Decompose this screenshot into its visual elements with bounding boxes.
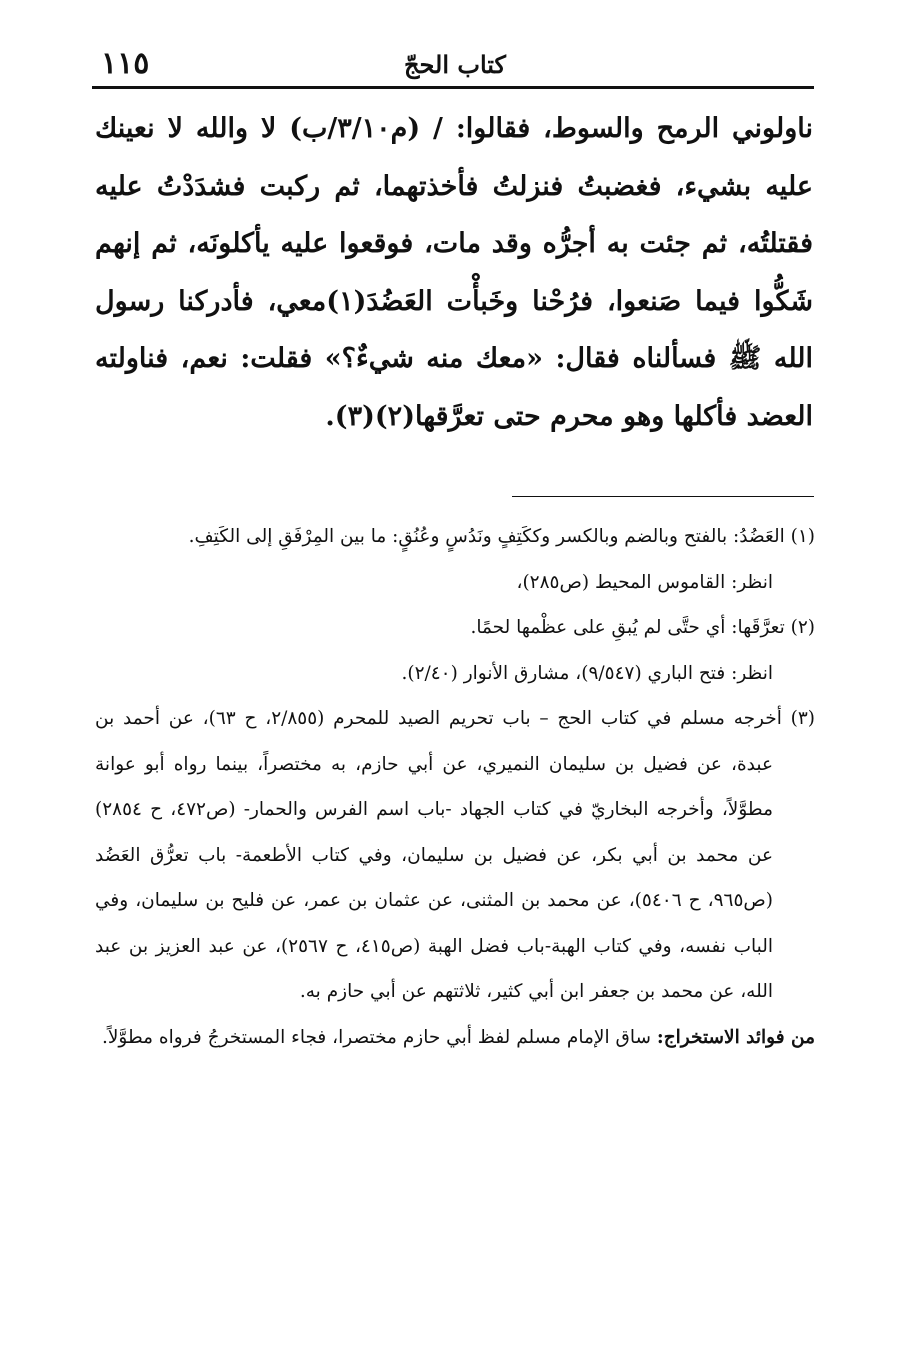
footnote-3: (٣) أخرجه مسلم في كتاب الحج – باب تحريم الصيد للمحرم (٢/٨٥٥، ح ٦٣)، عن أحمد بن عبدة، عن فضيل بن سليمان النميري، عن أبي حازم، به مختصراً، بينما رواه أبو عوانة مطوَّلاً، وأخرجه البخاريّ في كتاب الجهاد -باب اسم الفرس والحمار- (ص٤٧٢، ح ٢٨٥٤) عن محمد بن أبي بكر، عن فضيل بن سليمان، وفي كتاب الأطعمة- باب تعرُّق العَضُد (ص٩٦٥، ح ٥٤٠٦)، عن محمد بن المثنى، عن عثمان بن عمر، عن فليح بن سليمان، وفي الباب نفسه، وفي كتاب الهبة-باب فضل الهبة (ص٤١٥، ح ٢٥٦٧)، عن عبد العزيز بن عبد الله، عن محمد بن جعفر ابن أبي كثير، ثلاثتهم عن أبي حازم به. <box>95 708 815 1002</box>
benefit-text: ساق الإمام مسلم لفظ أبي حازم مختصرا، فجاء المستخرجُ فرواه مطوَّلاً. <box>101 1026 651 1048</box>
benefit-heading: من فوائد الاستخراج: <box>656 1026 815 1048</box>
extraction-benefit <box>95 1015 815 1061</box>
main-text <box>95 100 813 445</box>
footnote-2-reference: انظر: فتح الباري (٩/٥٤٧)، مشارق الأنوار (٢/٤٠). <box>401 662 773 684</box>
footnote-2: (٢) تعرَّقَها: أي حتَّى لم يُبقِ على عظْمها لحمًا. <box>470 617 815 638</box>
footnotes <box>95 514 815 1060</box>
running-title: كتاب الحجّ <box>404 50 506 79</box>
footnote-1: (١) العَضُدُ: بالفتح وبالضم وبالكسر وككَتِفٍ ونَدُسٍ وعُنُقٍ: ما بين المِرْفَقِ إلى الكَتِفِ. <box>188 526 815 547</box>
footnote-1-reference: انظر: القاموس المحيط (ص٢٨٥)، <box>516 571 773 593</box>
page-number: ١١٥ <box>101 46 150 81</box>
page-header <box>95 48 815 88</box>
header-rule <box>92 86 814 89</box>
hadith-paragraph: ناولوني الرمح والسوط، فقالوا: / (م٣/١٠/ب) لا والله لا نعينك عليه بشيء، فغضبتُ فنزلتُ فأخذتهما، ثم ركبت فشدَدْتُ عليه فقتلتُه، ثم جئت به أجرُّه وقد مات، فوقعوا عليه يأكلونَه، ثم إنهم شَكُّوا فيما صَنعوا، فرُحْنا وخَبأْت العَضُدَ(١)معي، فأدركنا رسول الله ﷺ فسألناه فقال: «معك منه شيءٌ؟» فقلت: نعم، فناولته العضد فأكلها وهو محرم حتى تعرَّقها(٢)(٣). <box>95 113 814 432</box>
footnote-separator <box>512 496 814 497</box>
